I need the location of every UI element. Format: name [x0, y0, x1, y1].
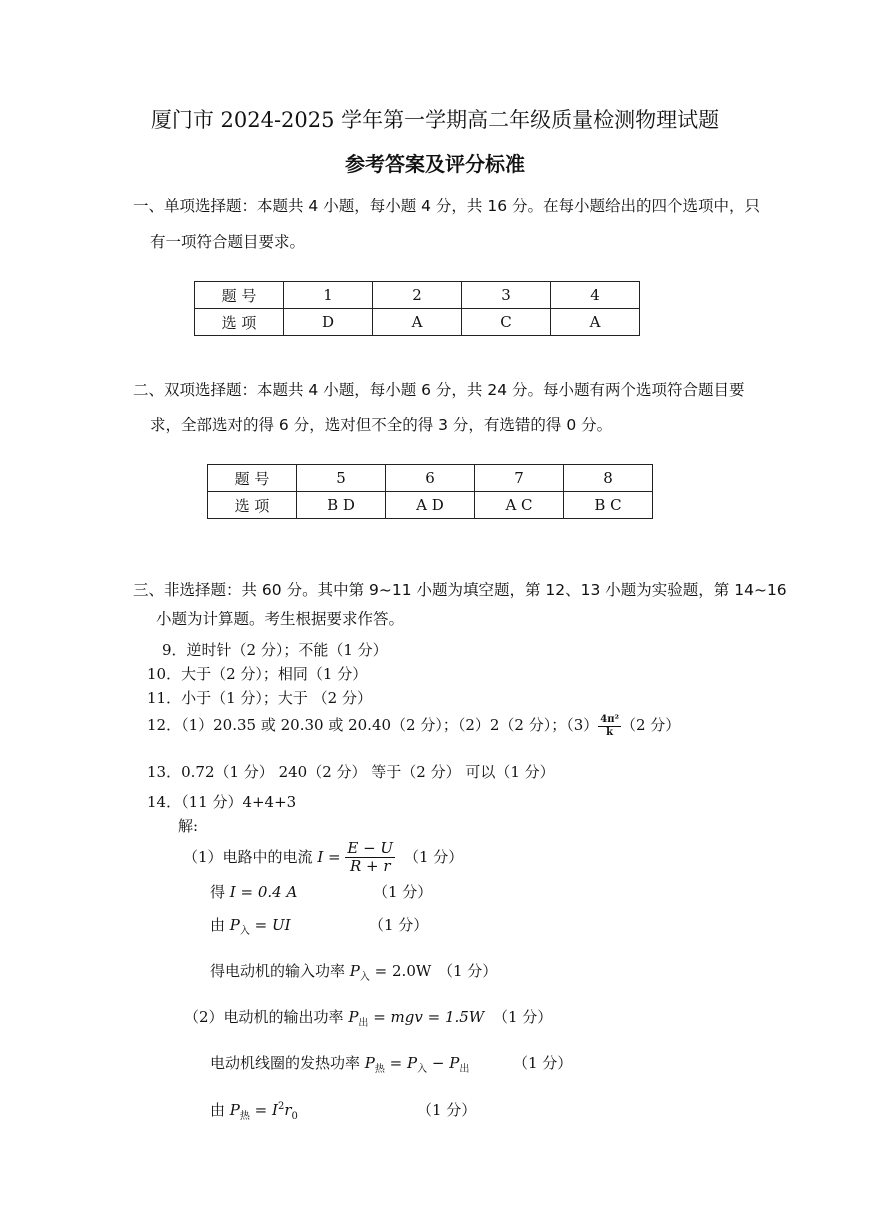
table-header-cell: 题 号: [195, 282, 284, 309]
q14-step1-fraction: [345, 840, 395, 876]
answer-q9: 9．逆时针（2 分）；不能（1 分）: [162, 641, 388, 659]
section1-line1: 一、单项选择题：本题共 4 小题，每小题 4 分，共 16 分。在每小题给出的四个选项中，只: [133, 197, 761, 215]
table-cell: C: [462, 309, 551, 336]
section2-line1: 二、双项选择题：本题共 4 小题，每小题 6 分，共 24 分。每小题有两个选项符合题目要: [133, 381, 745, 399]
q14-step2: [210, 881, 297, 902]
table-cell: A: [373, 309, 462, 336]
table-cell: A C: [475, 492, 564, 519]
table-row: [195, 282, 640, 309]
q14-step6-minus: − P: [431, 1054, 460, 1072]
q14-step1: [183, 840, 395, 876]
q14-step7-sub: 热: [239, 1111, 250, 1122]
q14-step3-p: P: [229, 916, 240, 934]
answer-q14-header: 14．（11 分）4+4+3: [147, 793, 297, 811]
answer-table-2: [207, 464, 653, 519]
q14-step2-text: 得: [210, 883, 226, 901]
answer-q12-fraction: [598, 714, 621, 738]
table-cell: B C: [564, 492, 653, 519]
table-cell: 1: [284, 282, 373, 309]
q14-step3-rhs: = UI: [254, 916, 291, 934]
table-cell: B D: [297, 492, 386, 519]
q14-step6-score: （1 分）: [513, 1054, 573, 1072]
q14-step4-sub: 入: [359, 972, 370, 983]
q14-step5-text: （2）电动机的输出功率: [184, 1008, 344, 1026]
q14-step2-eq: I = 0.4 A: [229, 883, 298, 901]
answer-q12-text: 12．（1）20.35 或 20.30 或 20.40（2 分）；（2）2（2 分）；（3）: [147, 716, 599, 734]
answer-q10: 10．大于（2 分）；相同（1 分）: [147, 665, 368, 683]
fraction-denominator: R + r: [349, 857, 391, 876]
q14-step5-sub: 出: [358, 1018, 369, 1029]
q14-step6: [210, 1052, 469, 1075]
section2-line2: 求，全部选对的得 6 分，选对但不全的得 3 分，有选错的得 0 分。: [150, 416, 613, 434]
answer-q14-jie: 解:: [178, 817, 199, 835]
table-header-cell: 选 项: [208, 492, 297, 519]
q14-step3-sub: 入: [239, 926, 250, 937]
table-cell: 6: [386, 465, 475, 492]
q14-step1-score: （1 分）: [404, 848, 464, 866]
table-cell: 2: [373, 282, 462, 309]
table-cell: 3: [462, 282, 551, 309]
table-row: [208, 465, 653, 492]
table-row: [208, 492, 653, 519]
q14-step7-text: 由: [210, 1101, 226, 1119]
table-header-cell: 题 号: [208, 465, 297, 492]
q14-step4-rhs: = 2.0W: [374, 962, 432, 980]
q14-step1-label: （1）电路中的电流: [183, 847, 313, 866]
table-row: [195, 309, 640, 336]
q14-step4-p: P: [349, 962, 360, 980]
q14-step6-p1: P: [364, 1054, 375, 1072]
answer-q13: 13．0.72（1 分） 240（2 分） 等于（2 分） 可以（1 分）: [147, 763, 555, 781]
section3-line1: 三、非选择题：共 60 分。其中第 9~11 小题为填空题，第 12、13 小题为实验题，第 14~16: [133, 581, 787, 599]
q14-step5: [184, 1006, 484, 1029]
q14-step6-sub2: 入: [417, 1064, 428, 1075]
fraction-numerator: 4π²: [600, 714, 619, 725]
q14-step7-eq: = I: [254, 1101, 278, 1119]
document-title: 厦门市 2024-2025 学年第一学期高二年级质量检测物理试题: [150, 108, 720, 132]
table-cell: 8: [564, 465, 653, 492]
q14-step7: [210, 1099, 298, 1122]
table-cell: 7: [475, 465, 564, 492]
q14-step6-sub3: 出: [459, 1064, 470, 1075]
q14-step5-rhs: = mgv = 1.5W: [373, 1008, 485, 1026]
q14-step5-score: （1 分）: [493, 1008, 553, 1026]
q14-step3-text: 由: [210, 916, 226, 934]
fraction-numerator: E − U: [347, 839, 394, 857]
section1-line2: 有一项符合题目要求。: [150, 233, 306, 251]
answer-q12: [147, 714, 680, 738]
table-cell: D: [284, 309, 373, 336]
q14-step1-lhs: I =: [317, 847, 341, 866]
q14-step7-r: r: [284, 1101, 292, 1119]
answer-q11: 11．小于（1 分）；大于 （2 分）: [147, 689, 372, 707]
answer-q12-score: （2 分）: [620, 716, 681, 734]
table-cell: 5: [297, 465, 386, 492]
q14-step6-mid: = P: [389, 1054, 418, 1072]
q14-step2-score: （1 分）: [373, 883, 433, 901]
table-cell: A: [551, 309, 640, 336]
q14-step6-sub1: 热: [374, 1064, 385, 1075]
q14-step7-score: （1 分）: [417, 1101, 477, 1119]
q14-step7-rsub: 0: [291, 1111, 298, 1122]
q14-step6-text: 电动机线圈的发热功率: [210, 1054, 361, 1072]
document-subtitle: 参考答案及评分标准: [345, 152, 525, 176]
q14-step5-p: P: [348, 1008, 359, 1026]
section3-line2: 小题为计算题。考生根据要求作答。: [156, 610, 405, 628]
q14-step4: [210, 960, 431, 983]
q14-step4-score: （1 分）: [438, 962, 498, 980]
q14-step4-text: 得电动机的输入功率: [210, 962, 346, 980]
q14-step7-p: P: [229, 1101, 240, 1119]
q14-step3-score: （1 分）: [369, 916, 429, 934]
q14-step3: [210, 914, 291, 937]
answer-table-1: [194, 281, 640, 336]
table-header-cell: 选 项: [195, 309, 284, 336]
table-cell: 4: [551, 282, 640, 309]
table-cell: A D: [386, 492, 475, 519]
q14-step7-sup: 2: [277, 1101, 285, 1112]
fraction-denominator: k: [606, 726, 614, 738]
